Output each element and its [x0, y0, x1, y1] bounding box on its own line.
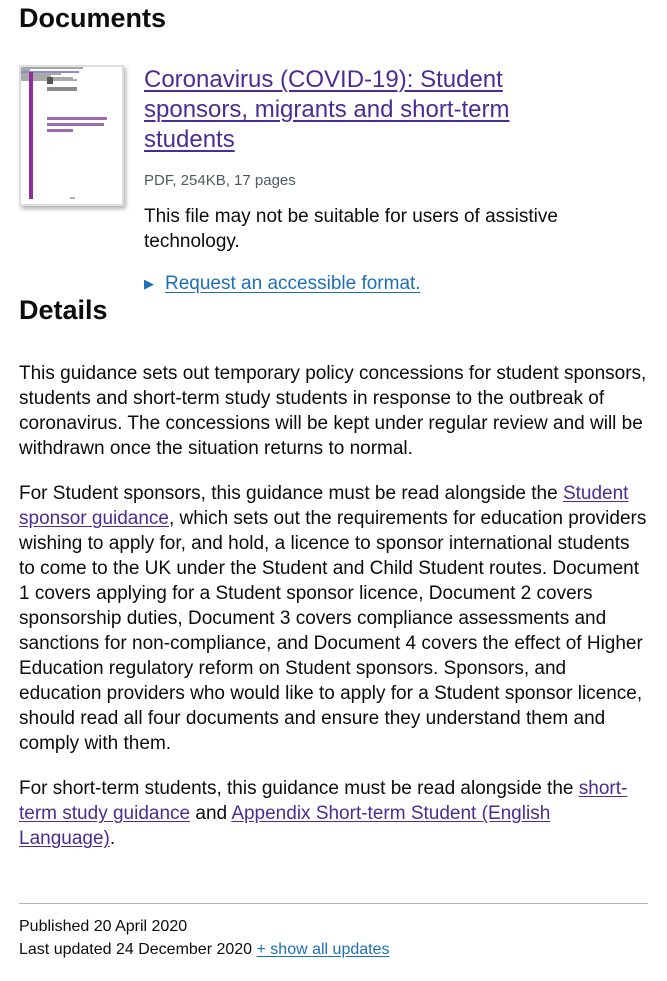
- appendix-short-term-student-link[interactable]: Appendix Short-term Student (English Language): [19, 803, 551, 850]
- show-all-updates-link[interactable]: + show all updates: [256, 941, 390, 959]
- paragraph-3-text-before: For short-term students, this guidance must be read alongside the: [19, 778, 579, 800]
- thumbnail-crest-icon: [47, 77, 53, 84]
- paragraph-2-text-after: , which sets out the requirements for education providers wishing to apply for, and hold, a licence to sponsor international students to come to the UK under the Student and Child Student routes. Document 1 covers applying for a Student sponsor licence, Document 2 covers sponsorship duties, Document 3 covers compliance assessments and sanctions for non-compliance, and Document 4 covers the effect of Higher Education regulatory reform on Student sponsors. Sponsors, and education providers who would like to apply for a Student sponsor licence, should read all four documents and ensure they understand them and comply with them.: [19, 508, 647, 755]
- details-paragraph-1: This guidance sets out temporary policy concessions for student sponsors, students and short-term study students in response to the outbreak of coronavirus. The concessions will be kept under regular review and will be withdrawn once the situation returns to normal.: [19, 363, 647, 460]
- details-body: [19, 361, 648, 851]
- attachment-title-link[interactable]: Coronavirus (COVID-19): Student sponsors, migrants and short-term students: [144, 65, 510, 153]
- thumbnail-text-bar: [21, 67, 83, 69]
- attachment-details: [144, 65, 648, 296]
- attachment-section: [19, 65, 648, 296]
- last-updated-line: [19, 938, 648, 961]
- details-paragraph-3: [19, 776, 648, 851]
- published-date-text: Published 20 April 2020: [19, 918, 188, 936]
- thumbnail-purple-stripe: [29, 72, 33, 199]
- paragraph-3-text-middle: and: [190, 803, 232, 825]
- publication-meta: [19, 903, 648, 961]
- thumbnail-title-bar: [47, 123, 104, 126]
- attachment-title: [144, 65, 584, 155]
- published-date: [19, 915, 648, 938]
- student-sponsor-guidance-link[interactable]: Student sponsor guidance: [19, 483, 629, 530]
- accessibility-notice: This file may not be suitable for users of assistive technology.: [144, 205, 558, 252]
- thumbnail-title-bar: [47, 117, 107, 120]
- last-updated-text: Last updated 24 December 2020: [19, 941, 253, 959]
- request-accessible-format-link[interactable]: Request an accessible format.: [165, 272, 421, 294]
- details-expander-triangle-icon: ▶: [144, 275, 154, 291]
- thumbnail-title-bar: [47, 129, 73, 132]
- attachment-metadata: PDF, 254KB, 17 pages: [144, 171, 296, 189]
- paragraph-2-text-before: For Student sponsors, this guidance must be read alongside the: [19, 483, 563, 505]
- details-heading: Details: [19, 294, 108, 325]
- details-paragraph-2: [19, 481, 648, 756]
- documents-heading: Documents: [19, 3, 167, 33]
- document-thumbnail[interactable]: [19, 65, 124, 206]
- short-term-study-guidance-link[interactable]: short-term study guidance: [19, 778, 628, 825]
- paragraph-3-text-after: .: [109, 828, 116, 850]
- thumbnail-crest-text-bar: [47, 87, 77, 91]
- thumbnail-page-number-bar: [70, 197, 75, 199]
- accessible-format-details: [144, 271, 648, 296]
